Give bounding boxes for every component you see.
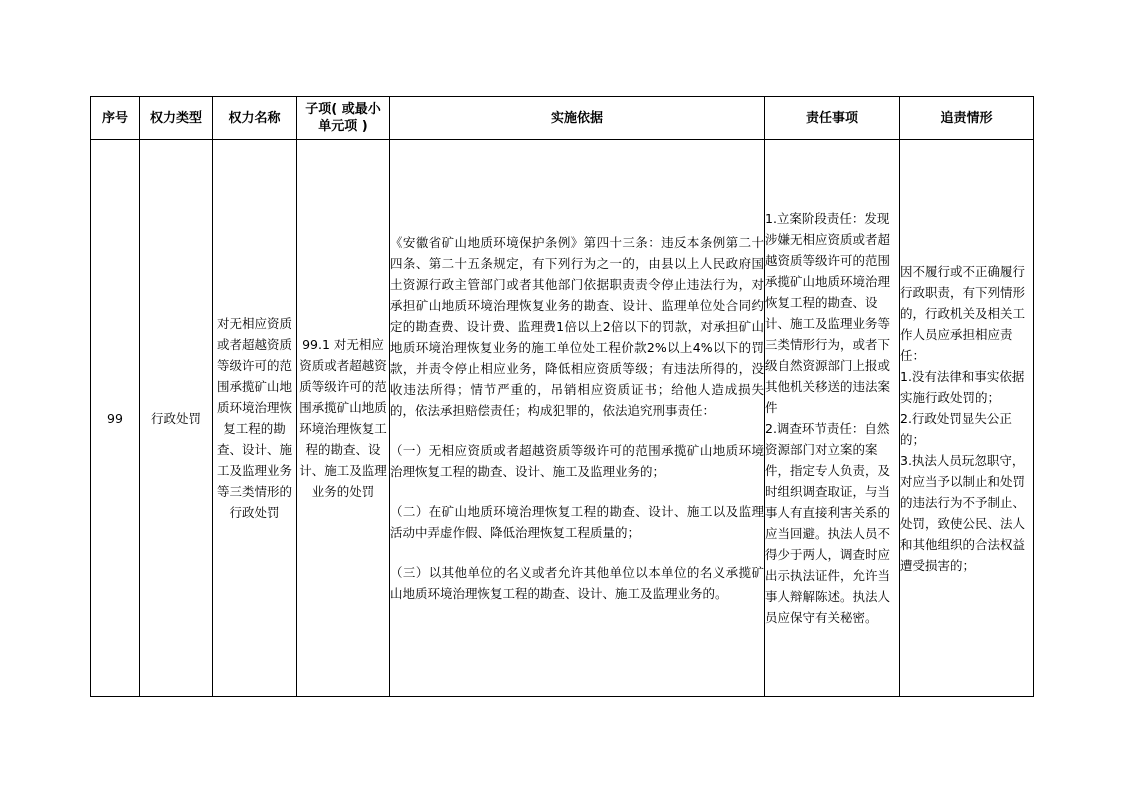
basis-item-3: （三）以其他单位的名义或者允许其他单位以本单位的名义承揽矿山地质环境治理恢复工程的勘查、设计、施工及监理业务的。 [390, 565, 764, 601]
cell-basis [390, 140, 765, 697]
cell-seq: 99 [91, 140, 140, 697]
basis-item-2: （二）在矿山地质环境治理恢复工程的勘查、设计、施工以及监理活动中弄虚作假、降低治理恢复工程质量的； [390, 504, 764, 540]
cell-sub-item: 99.1 对无相应资质或者超越资质等级许可的范围承揽矿山地质环境治理恢复工程的勘查、设计、施工及监理业务的处罚 [297, 140, 390, 697]
basis-intro: 《安徽省矿山地质环境保护条例》第四十三条：违反本条例第二十四条、第二十五条规定，有下列行为之一的，由县以上人民政府国土资源行政主管部门或者其他部门依据职责责令停止违法行为，对承担矿山地质环境治理恢复业务的勘查、设计、监理单位处合同约定的勘查费、设计费、监理费1倍以上2倍以下的罚款，对承担矿山地质环境治理恢复业务的施工单位处工程价款2%以上4%以下的罚款，并责令停止相应业务，降低相应资质等级；有违法所得的，没收违法所得；情节严重的，吊销相应资质证书；给他人造成损失的，依法承担赔偿责任；构成犯罪的，依法追究刑事责任： [390, 235, 764, 418]
header-responsibility: 责任事项 [765, 97, 900, 140]
power-list-table [90, 96, 1034, 697]
table-row [91, 140, 1034, 697]
header-accountability: 追责情形 [900, 97, 1034, 140]
accountability-item-3: 3.执法人员玩忽职守，对应当予以制止和处罚的违法行为不予制止、处罚，致使公民、法人和其他组织的合法权益遭受损害的； [900, 452, 1026, 573]
basis-item-1: （一）无相应资质或者超越资质等级许可的范围承揽矿山地质环境治理恢复工程的勘查、设计、施工及监理业务的； [390, 443, 764, 479]
header-sub-item: 子项( 或最小单元项 ) [297, 97, 390, 140]
accountability-item-2: 2.行政处罚显失公正的； [900, 410, 1012, 447]
responsibility-filing: 1.立案阶段责任：发现涉嫌无相应资质或者超越资质等级许可的范围承揽矿山地质环境治理恢复工程的勘查、设计、施工及监理业务等三类情形行为，或者下级自然资源部门上报或其他机关移送的违法案件 [765, 211, 891, 415]
responsibility-investigation: 2.调查环节责任：自然资源部门对立案的案件，指定专人负责，及时组织调查取证，与当事人有直接利害关系的应当回避。执法人员不得少于两人，调查时应出示执法证件，允许当事人辩解陈述。执法人员应保守有关秘密。 [765, 421, 891, 625]
header-seq: 序号 [91, 97, 140, 140]
header-power-name: 权力名称 [213, 97, 297, 140]
cell-power-name: 对无相应资质或者超越资质等级许可的范围承揽矿山地质环境治理恢复工程的勘查、设计、施工及监理业务等三类情形的行政处罚 [213, 140, 297, 697]
cell-accountability [900, 140, 1034, 697]
accountability-item-1: 1.没有法律和事实依据实施行政处罚的； [900, 368, 1025, 405]
header-power-type: 权力类型 [140, 97, 213, 140]
header-basis: 实施依据 [390, 97, 765, 140]
header-row [91, 97, 1034, 140]
cell-power-type: 行政处罚 [140, 140, 213, 697]
accountability-intro: 因不履行或不正确履行行政职责，有下列情形的，行政机关及相关工作人员应承担相应责任： [900, 263, 1026, 363]
cell-responsibility [765, 140, 900, 697]
